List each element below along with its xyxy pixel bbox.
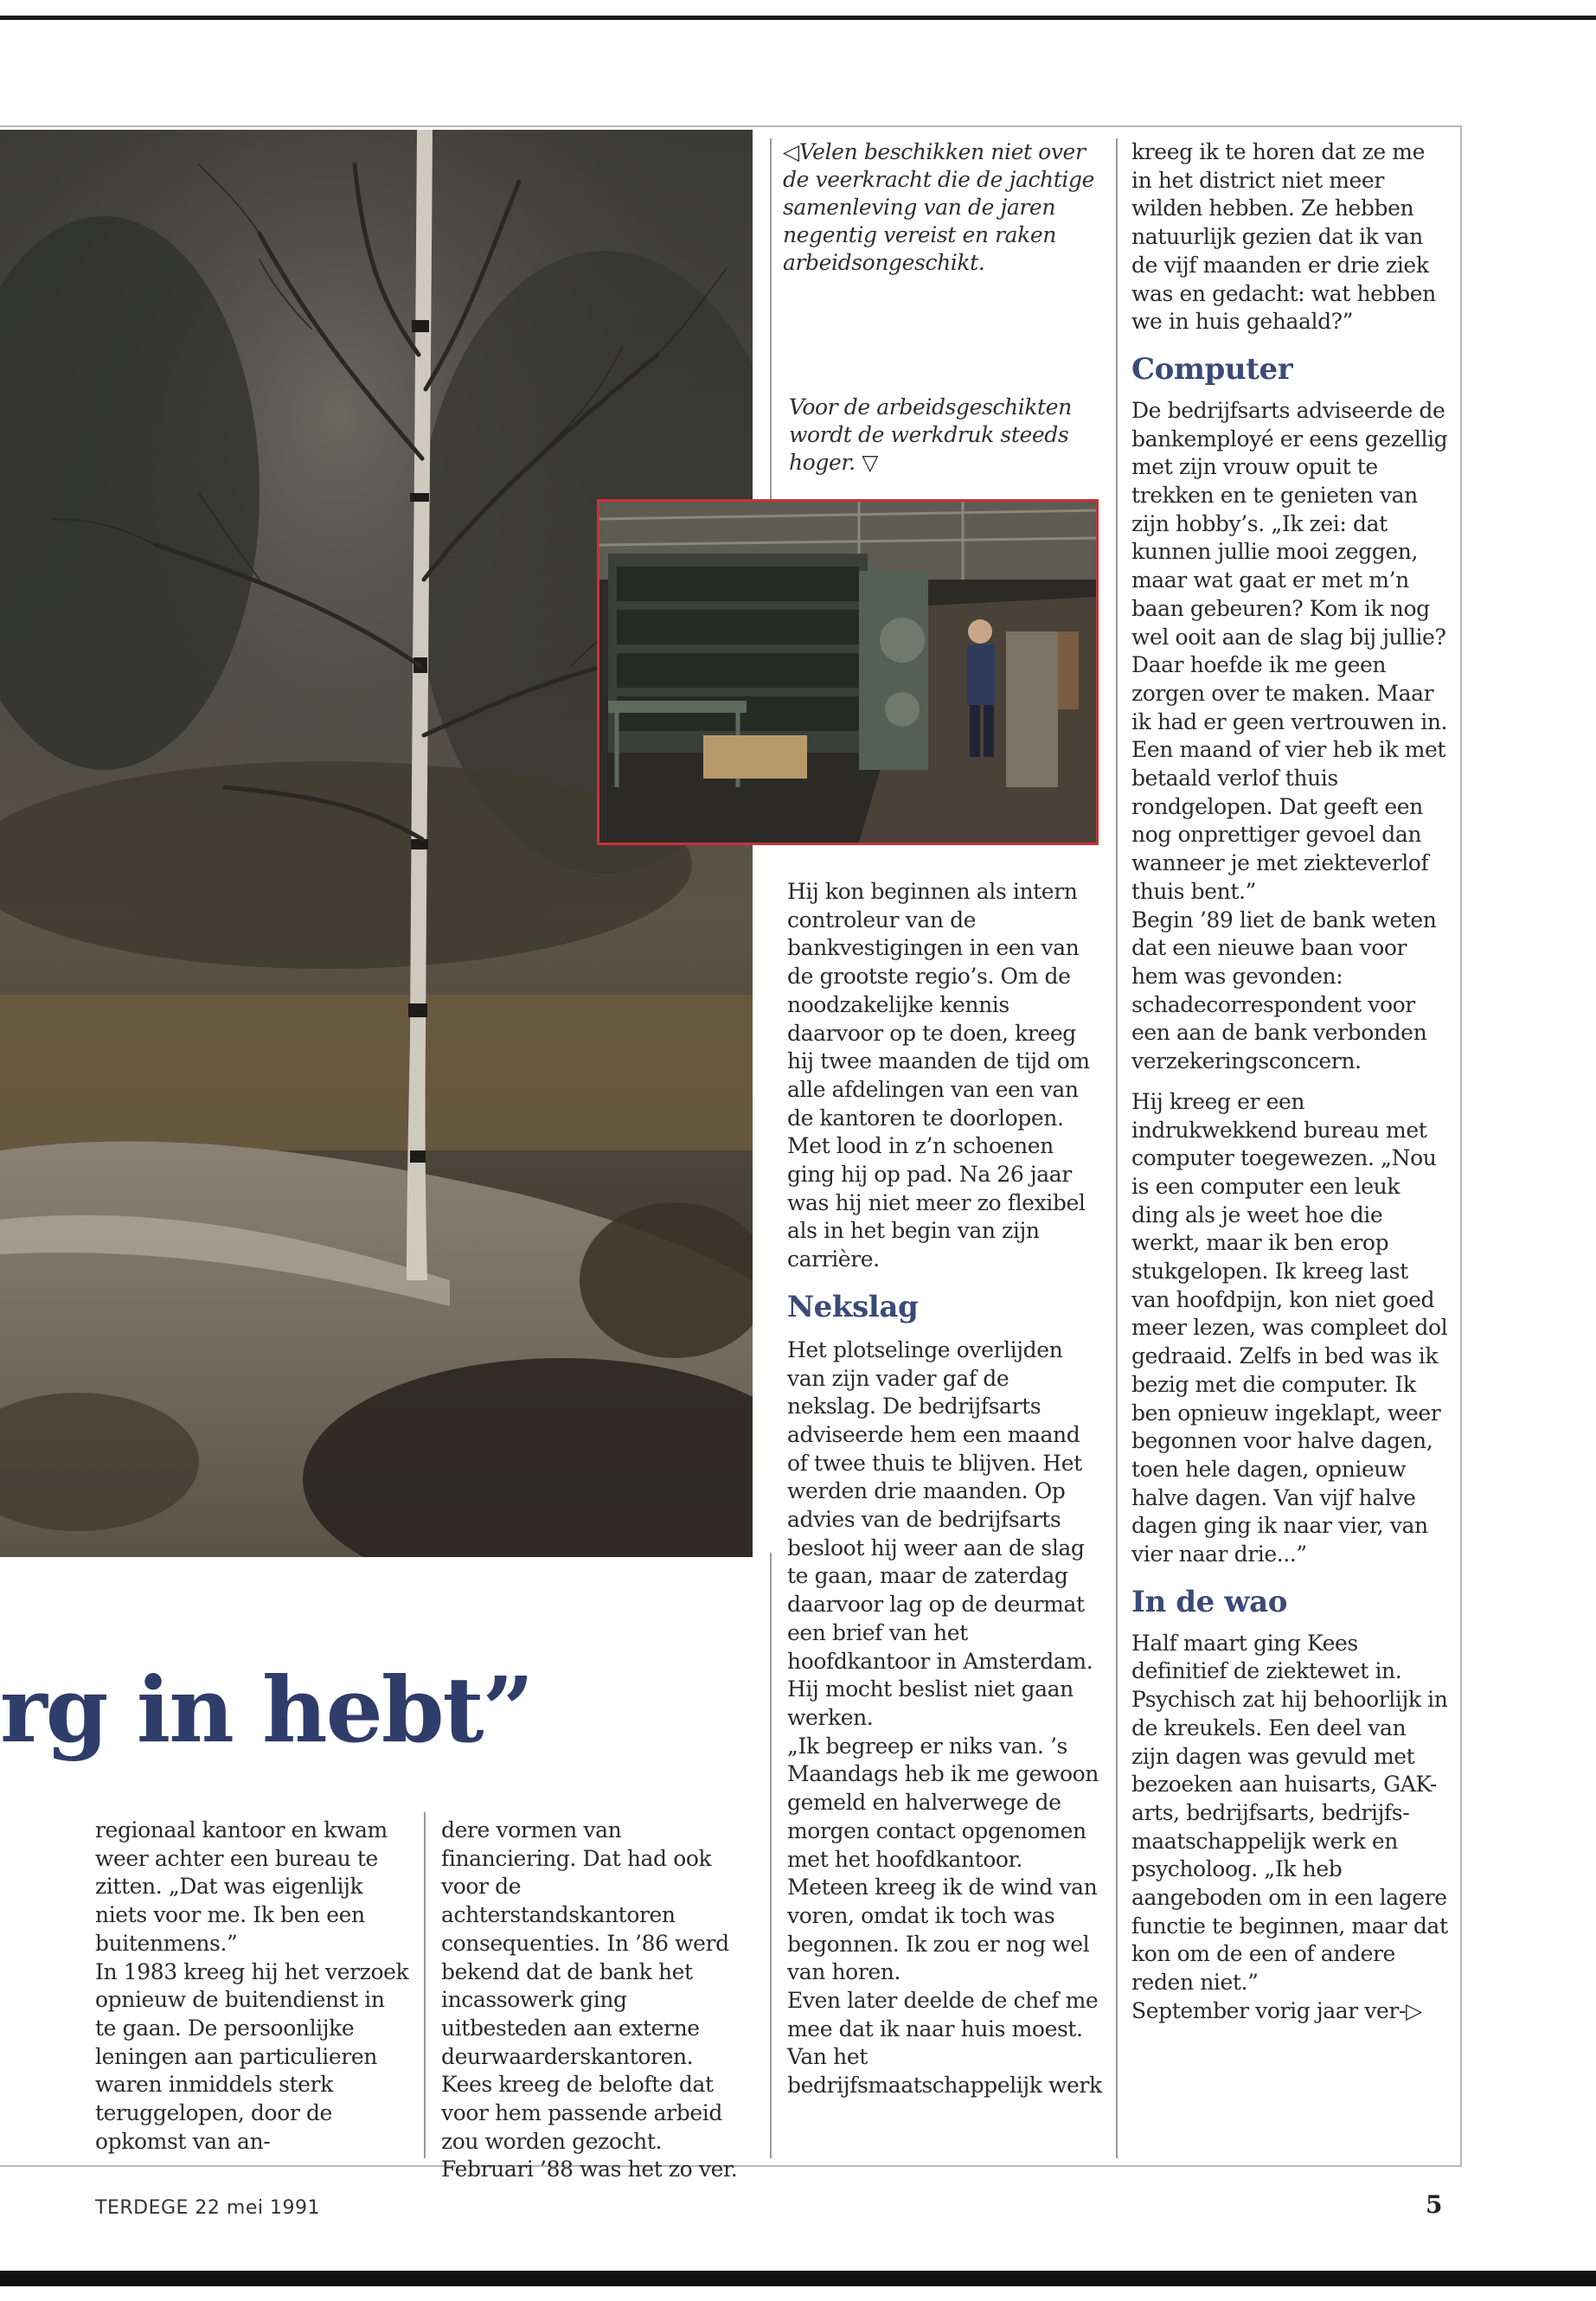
section-heading-nekslag: Nekslag xyxy=(787,1289,919,1324)
paragraph: Hij kreeg er een indrukwekkend bureau met computer toegewezen. „Nou is een computer een leuk ding als je weet hoe die werkt, maar ik ben erop stukgelopen. Ik kreeg last van hoofdpijn, kon niet goed meer lezen, was compleet dol gedraaid. Zelfs in bed was ik bezig met die computer. Ik ben opnieuw ingeklapt, weer begonnen voor halve dagen, toen hele dagen, opnieuw halve dagen. Van vijf halve dagen ging ik naar vier, van vier naar drie...” xyxy=(1131,1088,1448,1567)
text-column-3 xyxy=(787,878,1103,2100)
section-heading-computer: Computer xyxy=(1131,351,1293,387)
left-triangle-icon: ◁ xyxy=(783,139,799,164)
paragraph: dere vormen van financiering. Dat had ook voor de achterstandskantoren consequenties. In ’86 werd bekend dat de bank het incassowerk ging uitbesteden aan externe deurwaarderskantoren. xyxy=(441,1817,729,2069)
paragraph: Even later deelde de chef me mee dat ik naar huis moest. Van het bedrijfsmaatschappelijk werk xyxy=(787,1988,1102,2099)
paragraph: Begin ’89 liet de bank weten dat een nieuwe baan voor hem was gevonden: schadecorrespondent voor een aan de bank verbonden verzekeringsconcern. xyxy=(1131,907,1437,1074)
footer-publication: TERDEGE 22 mei 1991 xyxy=(95,2197,320,2219)
paragraph: regionaal kantoor en kwam weer achter een bureau te zitten. „Dat was eigenlijk niets voor me. Ik ben een buitenmens.” xyxy=(95,1817,388,1956)
pull-quote-caption xyxy=(783,138,1103,277)
top-rule xyxy=(0,16,1596,20)
column-divider xyxy=(1116,138,1118,2158)
text-column-2 xyxy=(441,1817,757,2184)
paragraph: Hij kon beginnen als intern controleur van de bankvestigingen in een van de grootste regio’s. Om de noodzakelijke kennis daarvoor op te doen, kreeg hij twee maanden de tijd om alle afdelingen van een van de kantoren te doorlopen. Met lood in z’n schoenen ging hij op pad. Na 26 jaar was hij niet meer zo flexibel als in het begin van zijn carrière. xyxy=(787,879,1090,1272)
page-number: 5 xyxy=(1426,2190,1443,2219)
paragraph: Kees kreeg de belofte dat voor hem passende arbeid zou worden gezocht. Februari ’88 was het zo ver. xyxy=(441,2072,738,2182)
section-heading-in-de-wao: In de wao xyxy=(1131,1584,1288,1619)
right-triangle-icon: ▷ xyxy=(1406,1997,1422,2023)
photo-caption xyxy=(789,394,1083,477)
paragraph: In 1983 kreeg hij het verzoek opnieuw de buitendienst in te gaan. De persoonlijke leningen aan particulieren waren inmiddels sterk teruggelopen, door de opkomst van an- xyxy=(95,1958,409,2154)
column-divider xyxy=(770,1553,772,2158)
column-divider xyxy=(770,138,772,502)
machine-photo xyxy=(597,499,1099,845)
text-column-4 xyxy=(1131,138,1450,2026)
frame-right-line xyxy=(1460,125,1462,2167)
paragraph: „Ik begreep er niks van. ’s Maandags heb ik me gewoon gemeld en halverwege de morgen contact opgenomen met het hoofdkantoor. Meteen kreeg ik de wind van voren, omdat ik toch was begonnen. Ik zou er nog wel van horen. xyxy=(787,1733,1099,1985)
frame-top-line xyxy=(0,125,1462,127)
machine-illustration xyxy=(599,502,1096,843)
paragraph: Half maart ging Kees definitief de ziektewet in. Psychisch zat hij behoorlijk in de kreukels. Een deel van zijn dagen was gevuld met bezoeken aan huisarts, GAK-arts, bedrijfsarts, bedrijfs-maatschappelijk werk en psycholoog. „Ik heb aangeboden om in een lagere functie te beginnen, maar dat kon om de een of andere reden niet.” xyxy=(1131,1630,1448,1996)
down-triangle-icon: ▽ xyxy=(862,450,879,475)
photo-caption-text: Voor de arbeidsgeschikten wordt de werkdruk steeds hoger. xyxy=(789,394,1072,475)
paragraph: kreeg ik te horen dat ze me in het district niet meer wilden hebben. Ze hebben natuurlijk gezien dat ik van de vijf maanden er drie ziek was en gedacht: wat hebben we in huis gehaald?” xyxy=(1131,139,1436,335)
article-headline: rg in hebt” xyxy=(0,1657,533,1763)
bottom-rule xyxy=(0,2271,1596,2286)
text-column-1 xyxy=(95,1817,411,2156)
paragraph-text: September vorig jaar ver- xyxy=(1131,1997,1407,2023)
paragraph: De bedrijfsarts adviseerde de bankemployé er eens gezellig met zijn vrouw opuit te trekken en te genieten van zijn hobby’s. „Ik zei: dat kunnen jullie mooi zeggen, maar wat gaat er met m’n baan gebeuren? Kom ik nog wel ooit aan de slag bij jullie? Daar hoefde ik me geen zorgen over te maken. Maar ik had er geen vertrouwen in. Een maand of vier heb ik met betaald verlof thuis rondgelopen. Dat geeft een nog onprettiger gevoel dan wanneer je met ziekteverlof thuis bent.” xyxy=(1131,397,1448,904)
paragraph xyxy=(1131,1997,1450,2026)
paragraph: Het plotselinge overlijden van zijn vader gaf de nekslag. De bedrijfsarts adviseerde hem een maand of twee thuis te blijven. Het werden drie maanden. Op advies van de bedrijfsarts besloot hij weer aan de slag te gaan, maar de zaterdag daarvoor lag op de deurmat een brief van het hoofdkantoor in Amsterdam. Hij mocht beslist niet gaan werken. xyxy=(787,1336,1093,1730)
pull-quote-text: Velen beschikken niet over de veerkracht die de jachtige samenleving van de jaren negentig vereist en raken arbeidsongeschikt. xyxy=(783,139,1094,275)
column-divider xyxy=(424,1812,426,2158)
